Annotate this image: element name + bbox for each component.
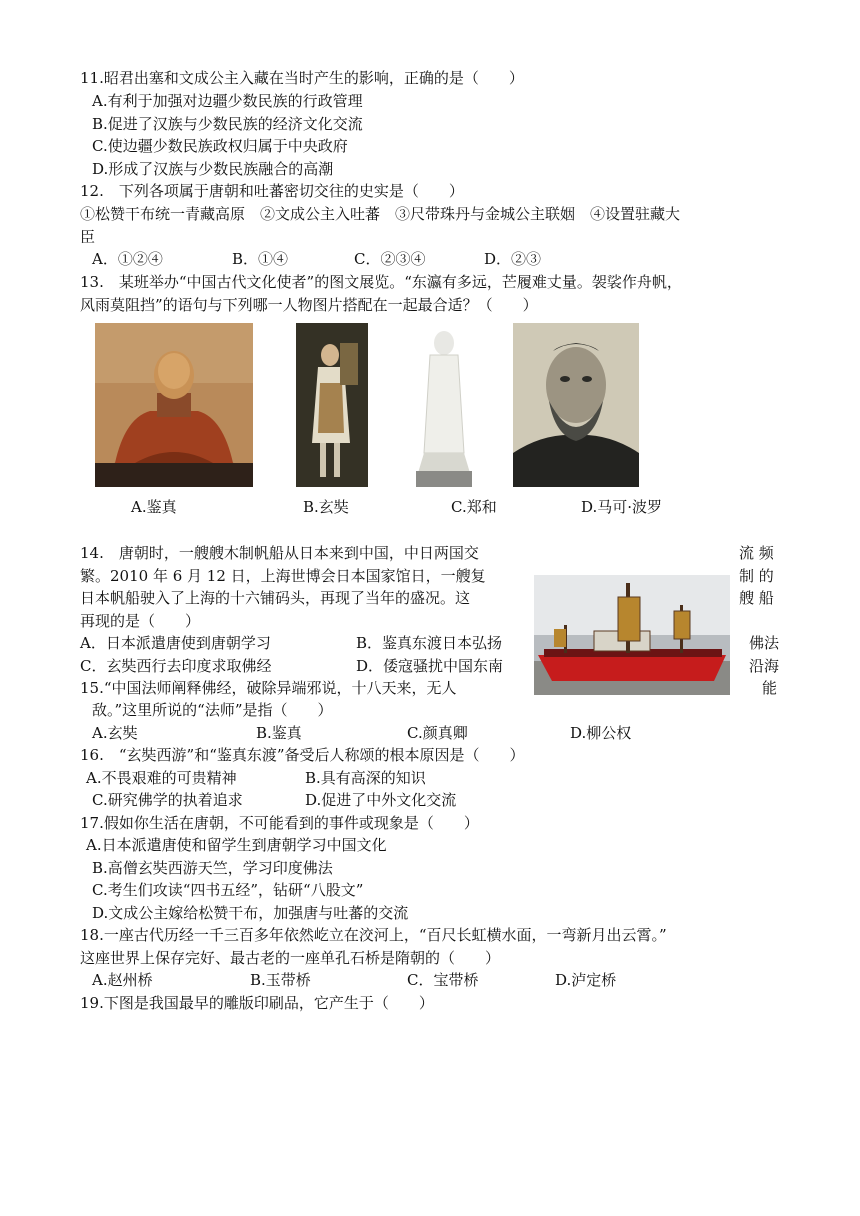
- q13-stem-line2: 风雨莫阻挡”的语句与下列哪一人物图片搭配在一起最合适？（ ）: [80, 296, 538, 314]
- q11-option-c: C.使边疆少数民族政权归属于中央政府: [92, 137, 348, 155]
- japanese-sailboat-image: [534, 575, 730, 695]
- q12-items-line2: 臣: [80, 228, 96, 246]
- zhenghe-statue-image: [412, 323, 476, 487]
- q17-option-b: B.高僧玄奘西游天竺，学习印度佛法: [92, 859, 333, 877]
- q14-line3: 日本帆船驶入了上海的十六铺码头，再现了当年的盛况。这: [80, 589, 471, 607]
- q11-stem: 11.昭君出塞和文成公主入藏在当时产生的影响，正确的是（ ）: [80, 69, 524, 87]
- q16-option-d: D.促进了中外文化交流: [305, 791, 457, 809]
- q11-option-d: D.形成了汉族与少数民族融合的高潮: [92, 160, 334, 178]
- q14-option-d: D．倭寇骚扰中国东南: [356, 657, 504, 675]
- q18-option-b: B.玉带桥: [250, 971, 311, 989]
- jianzhen-statue-image: [95, 323, 253, 487]
- q17-option-c: C.考生们攻读“四书五经”，钻研“八股文”: [92, 881, 364, 899]
- q11-option-b: B.促进了汉族与少数民族的经济文化交流: [92, 115, 363, 133]
- q15-option-b: B.鉴真: [256, 724, 302, 742]
- q12-option-b: B．①④: [232, 250, 289, 268]
- q11-option-a: A.有利于加强对边疆少数民族的行政管理: [92, 92, 363, 110]
- xuanzang-painting-image: [296, 323, 368, 487]
- marco-polo-portrait-image: [513, 323, 639, 487]
- q12-option-d: D．②③: [484, 250, 542, 268]
- q16-option-b: B.具有高深的知识: [305, 769, 426, 787]
- q17-stem: 17.假如你生活在唐朝，不可能看到的事件或现象是（ ）: [80, 814, 479, 832]
- q18-option-a: A.赵州桥: [92, 971, 153, 989]
- q18-option-d: D.泸定桥: [555, 971, 617, 989]
- q13-option-c: C.郑和: [451, 498, 497, 516]
- q12-items-line1: ①松赞干布统一青藏高原 ②文成公主入吐蕃 ③尺带珠丹与金城公主联姻 ④设置驻藏大: [80, 205, 681, 223]
- q15-stem-line1-tail: 能: [762, 679, 778, 697]
- q15-stem-line2: 敌。”这里所说的“法师”是指（ ）: [92, 701, 333, 719]
- q16-stem: 16. “玄奘西游”和“鉴真东渡”备受后人称颂的根本原因是（ ）: [80, 746, 525, 764]
- q12-option-c: C．②③④: [354, 250, 426, 268]
- q15-option-c: C.颜真卿: [407, 724, 468, 742]
- q18-option-c: C．宝带桥: [407, 971, 479, 989]
- q14-option-b: B．鉴真东渡日本弘扬: [356, 634, 503, 652]
- q13-option-a: A.鉴真: [131, 498, 177, 516]
- q14-option-d-tail: 沿海: [749, 657, 780, 675]
- q18-stem-line1: 18.一座古代历经一千三百多年依然屹立在洨河上，“百尺长虹横水面，一弯新月出云霄。”: [80, 926, 667, 944]
- q14-line3-tail: 艘 船: [739, 589, 774, 607]
- q12-option-a: A．①②④: [92, 250, 163, 268]
- q14-line1-tail: 流 频: [739, 544, 774, 562]
- q14-option-c: C．玄奘西行去印度求取佛经: [80, 657, 272, 675]
- q14-line4: 再现的是（ ）: [80, 612, 201, 630]
- q15-stem-line1: 15.“中国法师阐释佛经，破除异端邪说，十八天来，无人: [80, 679, 457, 697]
- q14-option-b-tail: 佛法: [749, 634, 780, 652]
- q12-stem: 12. 下列各项属于唐朝和吐蕃密切交往的史实是（ ）: [80, 182, 464, 200]
- q15-option-d: D.柳公权: [570, 724, 632, 742]
- q19-stem: 19.下图是我国最早的雕版印刷品，它产生于（ ）: [80, 994, 434, 1012]
- q14-option-a: A．日本派遣唐使到唐朝学习: [80, 634, 271, 652]
- q13-option-b: B.玄奘: [303, 498, 349, 516]
- q14-line2-tail: 制 的: [739, 567, 774, 585]
- q15-option-a: A.玄奘: [92, 724, 138, 742]
- q17-option-a: A.日本派遣唐使和留学生到唐朝学习中国文化: [86, 836, 387, 854]
- q14-line2: 繁。2010 年 6 月 12 日，上海世博会日本国家馆日，一艘复: [80, 567, 486, 585]
- q14-line1: 14. 唐朝时，一艘艘木制帆船从日本来到中国，中日两国交: [80, 544, 479, 562]
- q17-option-d: D.文成公主嫁给松赞干布，加强唐与吐蕃的交流: [92, 904, 409, 922]
- q13-stem-line1: 13. 某班举办“中国古代文化使者”的图文展览。“东瀛有多远，芒履难丈量。袈裟作舟帆，: [80, 273, 682, 291]
- q16-option-a: A.不畏艰难的可贵精神: [86, 769, 237, 787]
- q18-stem-line2: 这座世界上保存完好、最古老的一座单孔石桥是隋朝的（ ）: [80, 949, 501, 967]
- q16-option-c: C.研究佛学的执着追求: [92, 791, 243, 809]
- q13-option-d: D.马可·波罗: [581, 498, 663, 516]
